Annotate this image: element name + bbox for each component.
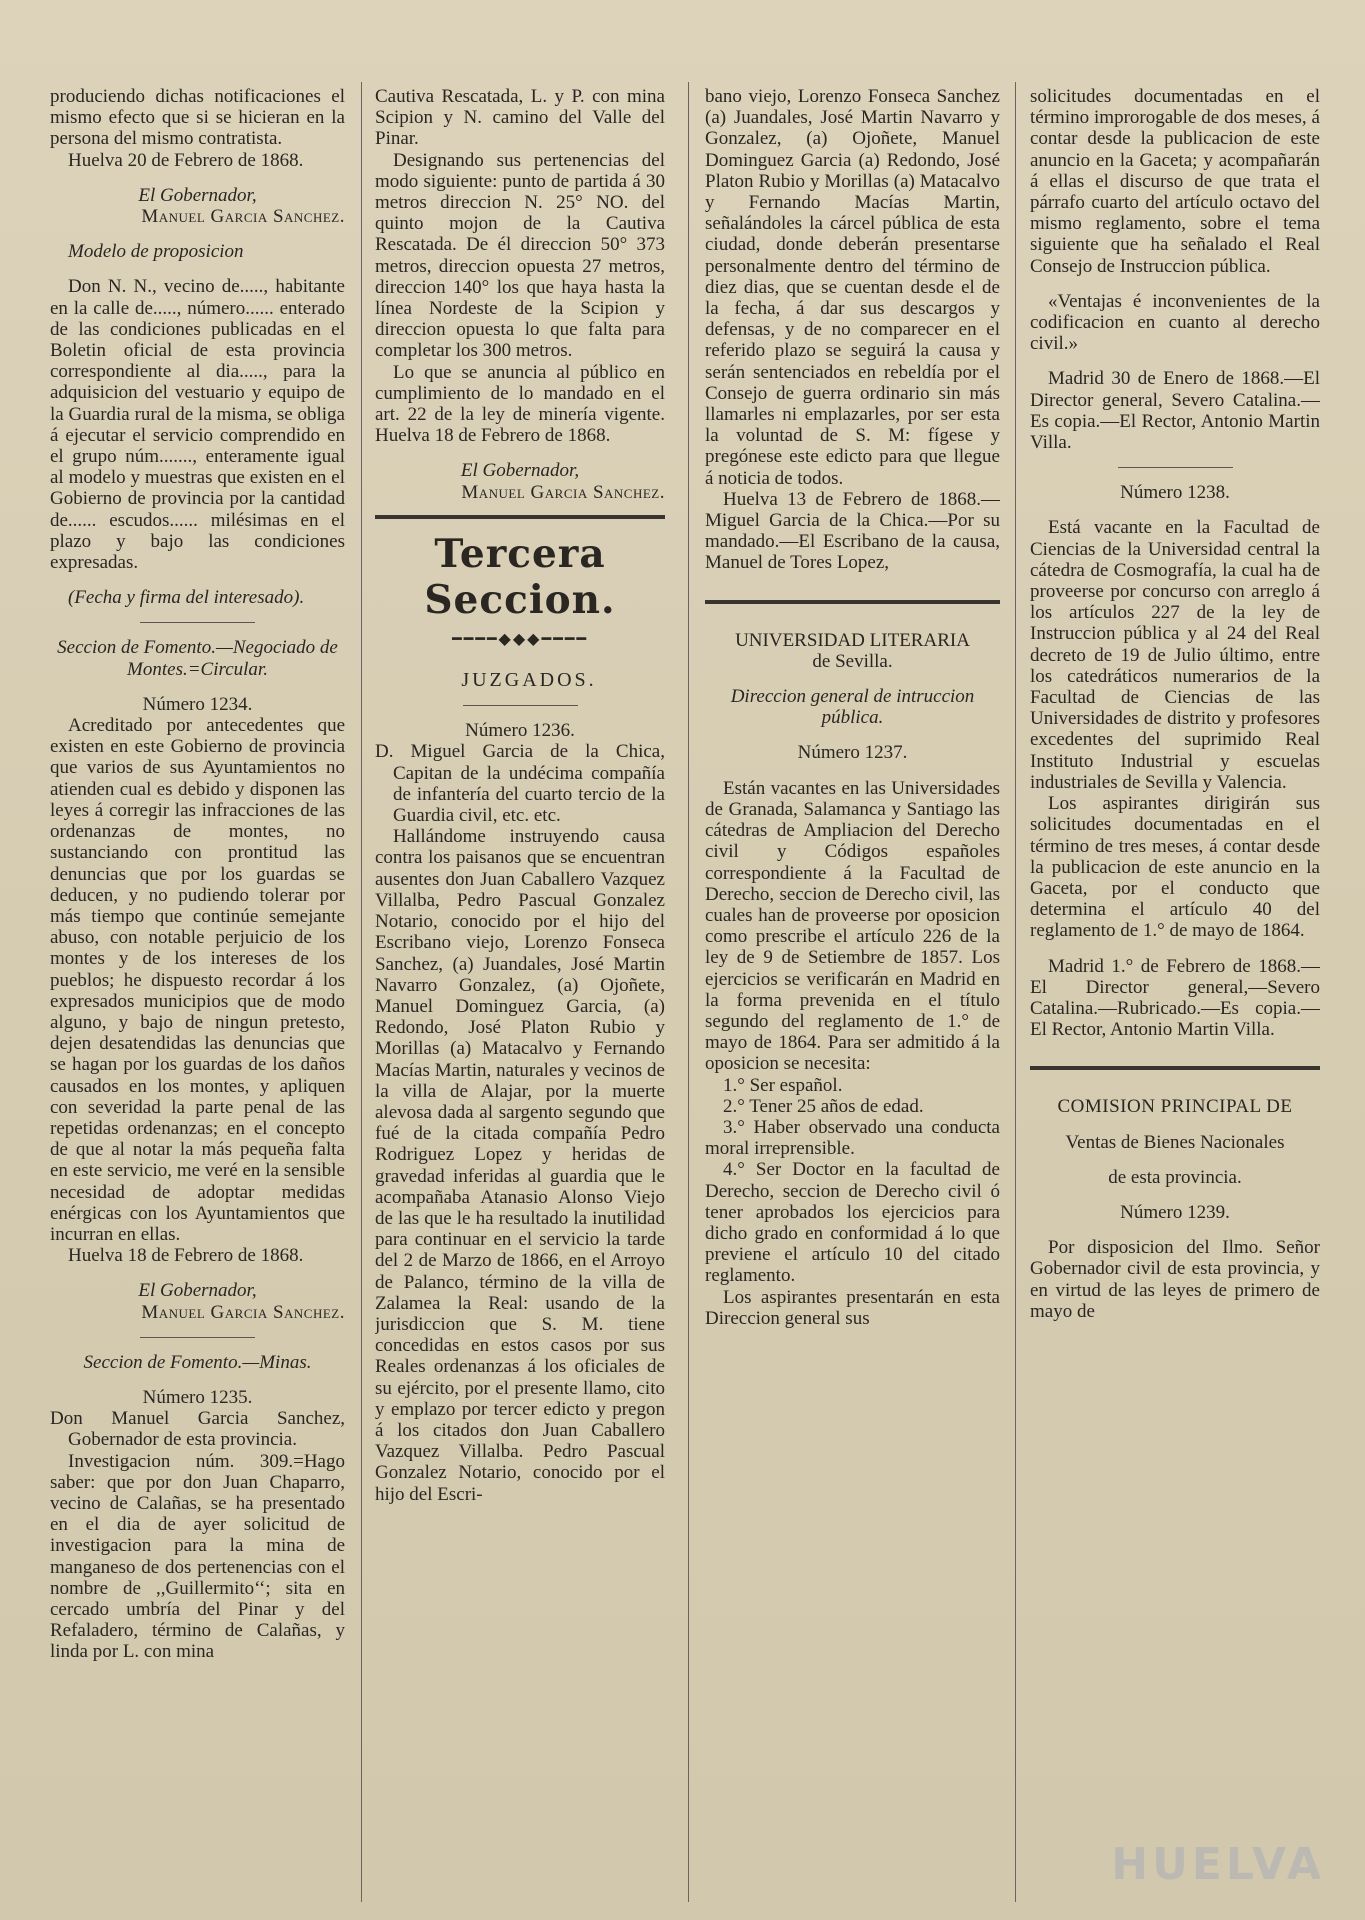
section-heading: Ventas de Bienes Nacionales bbox=[1065, 1131, 1285, 1153]
section-rule bbox=[705, 600, 1000, 604]
section-title: Tercera Seccion. bbox=[424, 530, 616, 623]
paragraph: Está vacante en la Facultad de Ciencias de la Universidad central la cátedra de Cosmografía, la cual ha de proveerse por concurso con arreglo á los artículos 227 de la ley de Instruccion pública y al 24 del Real decreto de 19 de Julio último, entre los catedráticos numerarios de la Facultad de Ciencias de las Universidades de distrito y profesores excedentes del suprimido Real Instituto Industrial y escuelas industriales de Sevilla y Valencia. bbox=[1030, 517, 1320, 793]
list-item: 2.° Tener 25 años de edad. bbox=[723, 1095, 924, 1117]
paragraph: «Ventajas é inconvenientes de la codificacion en cuanto al derecho civil.» bbox=[1030, 290, 1320, 355]
paragraph: Están vacantes en las Universidades de Granada, Salamanca y Santiago las cátedras de Ampliacion del Derecho civil y Códigos españoles correspondiente á la Facultad de Derecho, seccion de Derecho civil, las cuales han de proveerse por oposicion como prescribe el artículo 226 de la ley de 9 de Setiembre de 1857. Los ejercicios se verificarán en Madrid en la forma prevenida en el título segundo del reglamento de 1.° de mayo de 1864. Para ser admitido á la oposicion se necesita: bbox=[705, 777, 1000, 1075]
signature-label: El Gobernador, bbox=[138, 184, 257, 206]
section-heading: COMISION PRINCIPAL DE bbox=[1057, 1096, 1293, 1118]
notice-number: Número 1237. bbox=[797, 742, 908, 764]
column-4 bbox=[1030, 86, 1320, 1898]
list-item: 3.° Haber observado una conducta moral irreprensible. bbox=[705, 1116, 1000, 1160]
section-rule bbox=[1030, 1066, 1320, 1070]
paragraph: Los aspirantes dirigirán sus solicitudes documentadas en el término de tres meses, á contar desde la publicacion de este anuncio en la Gaceta, por el conducto que determina el artículo 40 del reglamento de 1.° de mayo de 1864. bbox=[1030, 793, 1320, 942]
watermark-logo: HUELVA bbox=[1111, 1839, 1325, 1890]
signature-name: Manuel Garcia Sanchez. bbox=[141, 206, 345, 228]
divider bbox=[463, 705, 578, 706]
section-rule bbox=[375, 515, 665, 519]
signature-label: El Gobernador, bbox=[460, 460, 580, 482]
paragraph: Acreditado por antecedentes que existen en este Gobierno de provincia que varios de sus Ayuntamientos no atienden cual es debido y disponen las leyes á corregir las infracciones de las ordenanzas de montes, no sustanciando con prontitud las denuncias que por los guardas se deducen, y no pudiendo tolerar por más tiempo que continúe semejante abuso, con notable perjuicio de los montes y de los intereses de los pueblos; he dispuesto recordar á los expresados municipios que de modo alguno, y bajo de ningun pretesto, dejen desatendidas las denuncias que se hagan por los guardas de los daños causados en los montes, y apliquen con severidad la parte penal de las repetidas ordenanzas; en el concepto de que al notar la más pequeña falta en este servicio, me veré en la sensible necesidad de adoptar medidas enérgicas con los Ayuntamientos que incurran en ellas. bbox=[50, 715, 345, 1245]
notice-number: Número 1235. bbox=[142, 1386, 253, 1408]
notice-number: Número 1238. bbox=[1120, 482, 1230, 504]
dateline: Huelva 18 de Febrero de 1868. bbox=[68, 1245, 304, 1267]
column-2 bbox=[375, 86, 665, 1898]
divider bbox=[140, 622, 255, 623]
column-divider bbox=[688, 82, 689, 1902]
section-heading: Modelo de proposicion bbox=[68, 241, 244, 263]
paragraph: D. Miguel Garcia de la Chica, Capitan de la undécima compañía de infantería del cuarto tercio de la Guardia civil, etc. etc. bbox=[375, 741, 665, 827]
paragraph: bano viejo, Lorenzo Fonseca Sanchez (a) Juandales, José Martin Navarro y Gonzalez, (a) Ojoñete, Manuel Dominguez Garcia (a) Redondo, José Platon Rubio y Morillas (a) Matacalvo y Fernando Macías Martin, señalándoles la cárcel pública de esta ciudad, donde deberán presentarse personalmente dentro del término de diez dias, que se cuentan desde el de la fecha, á dar sus descargos y defensas, y de no comparecer en el referido plazo se seguirá la causa y serán sentenciados en rebeldía por el Consejo de guerra ordinario sin más llamarles ni emplazarles, por ser esta la voluntad de S. M: fígese y pregónese este edicto para que llegue á noticia de todos. bbox=[705, 86, 1000, 489]
signature-name: Manuel Garcia Sanchez. bbox=[461, 481, 665, 503]
notice-number: Número 1234. bbox=[142, 693, 253, 715]
paragraph: Don N. N., vecino de....., habitante en la calle de....., número...... enterado de las condiciones publicadas en el Boletin oficial de esta provincia correspondiente al dia....., para la adquisicion del vestuario y equipo de la Guardia rural de la misma, se obliga á ejecutar el servicio comprendido en el grupo núm......., enteramente igual al modelo y muestras que existen en el Gobierno de provincia por la cantidad de...... escudos...... milésimas en el plazo y bajo las condiciones expresadas. bbox=[50, 276, 345, 574]
dateline: Madrid 1.° de Febrero de 1868.—El Director general,—Severo Catalina.—Rubricado.—Es copia.—El Rector, Antonio Martin Villa. bbox=[1030, 955, 1320, 1041]
divider bbox=[1118, 467, 1233, 468]
column-divider bbox=[1015, 82, 1016, 1902]
paragraph: solicitudes documentadas en el término improrogable de dos meses, á contar desde la publicacion de este anuncio en la Gaceta; y acompañarán á ellas el discurso de que trata el párrafo cuarto del artículo octavo del mismo reglamento, sobre el tema siguiente que ha señalado el Real Consejo de Instruccion pública. bbox=[1030, 86, 1320, 277]
paragraph: Designando sus pertenencias del modo siguiente: punto de partida á 30 metros direccion N. 25° NO. del quinto mojon de la Cautiva Rescatada. De él direccion 50° 373 metros, direccion opuesta 27 metros, direccion 140° los que haya hasta la línea Nordeste de la Scipion y direccion opuesta lo que falta para completar los 300 metros. bbox=[375, 149, 665, 362]
section-subheading: de esta provincia. bbox=[1108, 1166, 1242, 1188]
column-1 bbox=[50, 86, 345, 1898]
column-divider bbox=[361, 82, 362, 1902]
section-subheading: de Sevilla. bbox=[812, 650, 893, 672]
paragraph: Cautiva Rescatada, L. y P. con mina Scipion y N. camino del Valle del Pinar. bbox=[375, 86, 665, 150]
paragraph: Los aspirantes presentarán en esta Direccion general sus bbox=[705, 1286, 1000, 1329]
signature-note: (Fecha y firma del interesado). bbox=[68, 587, 305, 609]
paragraph: produciendo dichas notificaciones el mismo efecto que si se hicieran en la persona del mismo contratista. bbox=[50, 86, 345, 150]
notice-number: Número 1236. bbox=[465, 720, 575, 742]
paragraph: Investigacion núm. 309.=Hago saber: que por don Juan Chaparro, vecino de Calañas, se ha presentado en el dia de ayer solicitud de investigacion para la mina de manganeso de dos pertenencias con el nombre de ,,Guillermito‘‘; sita en cercado umbría del Pinar y del Refaladero, término de Calañas, y linda por L. con mina bbox=[50, 1450, 345, 1663]
section-heading: UNIVERSIDAD LITERARIA bbox=[735, 629, 970, 651]
dateline: Huelva 20 de Febrero de 1868. bbox=[68, 149, 304, 171]
list-item: 4.° Ser Doctor en la facultad de Derecho, seccion de Derecho civil ó tener aprobados los ejercicios para dicho grado en conformidad á lo que previene el artículo 10 del citado reglamento. bbox=[705, 1159, 1000, 1287]
ornament-icon: ━━━━◆◆◆━━━━ bbox=[452, 630, 588, 648]
signature-name: Manuel Garcia Sanchez. bbox=[141, 1301, 345, 1323]
list-item: 1.° Ser español. bbox=[723, 1074, 843, 1096]
notice-number: Número 1239. bbox=[1120, 1201, 1230, 1223]
column-3 bbox=[705, 86, 1000, 1898]
paragraph: Por disposicion del Ilmo. Señor Gobernador civil de esta provincia, y en virtud de las leyes de primero de mayo de bbox=[1030, 1237, 1320, 1322]
signature-label: El Gobernador, bbox=[138, 1280, 257, 1302]
section-subheading: JUZGADOS. bbox=[461, 669, 597, 692]
divider bbox=[140, 1337, 255, 1338]
paragraph: Lo que se anuncia al público en cumplimiento de lo mandado en el art. 22 de la ley de minería vigente. Huelva 18 de Febrero de 1868. bbox=[375, 361, 665, 447]
dateline: Madrid 30 de Enero de 1868.—El Director general, Severo Catalina.—Es copia.—El Rector, Antonio Martin Villa. bbox=[1030, 368, 1320, 454]
paragraph: Hallándome instruyendo causa contra los paisanos que se encuentran ausentes don Juan Caballero Vazquez Villalba, Pedro Pascual Gonzalez Notario, conocido por el hijo del Escribano viejo, Lorenzo Fonseca Sanchez, (a) Juandales, José Martin Navarro Gonzalez, (a) Ojoñete, Manuel Dominguez Garcia, (a) Redondo, José Platon Rubio y Morillas (a) Matacalvo y Fernando Macías Martin, naturales y vecinos de la villa de Alajar, por la muerte alevosa dada al sargento segundo que fué de la citada compañía Pedro Rodriguez Lopez y heridas de gravedad inferidas al guardia que le acompañaba Atanasio Alonso Viejo de las que le ha resultado la inutilidad para continuar en el servicio la tarde del 2 de Marzo de 1866, en el Arroyo de Palanco, término de la villa de Zalamea la Real: usando de la jurisdiccion que S. M. tiene concedidas en estos casos por sus Reales ordenanzas á los oficiales de su ejército, por el presente llamo, cito y emplazo por tercer edicto y pregon á los citados don Juan Caballero Vazquez Villalba. Pedro Pascual Gonzalez Notario, conocido por el hijo del Escri- bbox=[375, 826, 665, 1505]
paragraph: Don Manuel Garcia Sanchez, Gobernador de esta provincia. bbox=[50, 1408, 345, 1451]
section-heading: Seccion de Fomento.—Minas. bbox=[83, 1351, 312, 1373]
dateline: Huelva 13 de Febrero de 1868.—Miguel Garcia de la Chica.—Por su mandado.—El Escribano de la causa, Manuel de Tores Lopez, bbox=[705, 488, 1000, 574]
section-heading: Seccion de Fomento.—Negociado de Montes.=Circular. bbox=[57, 637, 338, 680]
section-heading: Direccion general de intruccion pública. bbox=[730, 686, 975, 729]
